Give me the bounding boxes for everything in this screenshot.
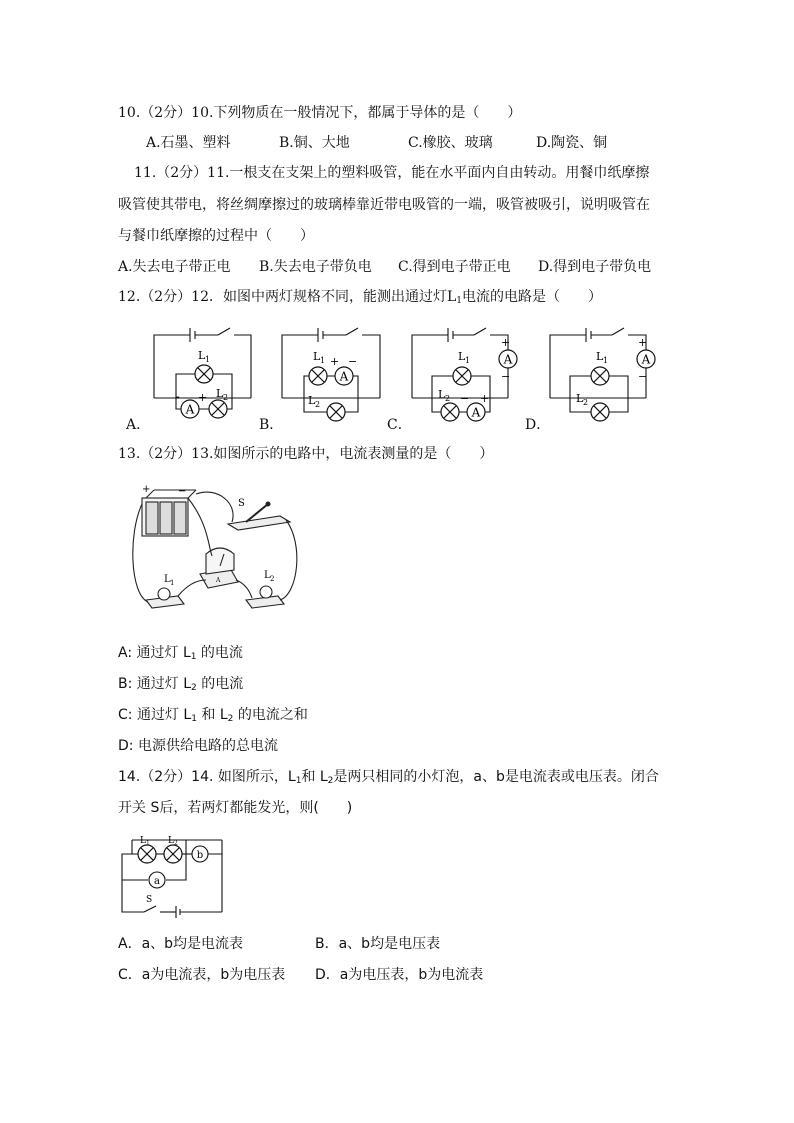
q13-option-c-mid: 和 L: [196, 707, 228, 723]
q10-option-c: C.橡胶、玻璃: [408, 135, 493, 151]
q11-stem-line2: 吸管使其带电，将丝绸摩擦过的玻璃棒靠近带电吸管的一端，吸管被吸引，说明吸管在: [118, 197, 650, 213]
q10-option-d: D.陶瓷、铜: [536, 135, 608, 151]
q12-stem: [118, 287, 602, 311]
q11-option-d: D.得到电子带负电: [538, 259, 652, 275]
q14-sub-2: 2: [327, 776, 334, 786]
q12-lamp-subscript: 1: [456, 296, 463, 306]
svg-text:L: L: [140, 836, 146, 846]
svg-text:+: +: [142, 484, 151, 495]
q11-option-a: A.失去电子带正电: [118, 259, 231, 275]
q11-stem-line3: 与餐巾纸摩擦的过程中（ ）: [118, 228, 314, 244]
q14-option-a: A．a、b均是电流表: [118, 936, 244, 952]
q14-stem-text: 14.（2分）14. 如图所示，L: [118, 769, 296, 785]
q12-label-a: A．: [126, 417, 151, 433]
q14-option-c: C．a为电流表，b为电压表: [118, 967, 286, 983]
svg-text:+: +: [330, 355, 340, 368]
q13-option-c-text: C: 通过灯 L: [118, 707, 192, 723]
svg-text:b: b: [196, 850, 204, 861]
svg-text:+: +: [638, 336, 648, 349]
svg-text:1: 1: [465, 356, 471, 365]
svg-text:1: 1: [205, 355, 211, 364]
svg-text:1: 1: [603, 356, 609, 365]
svg-text:2: 2: [445, 394, 451, 403]
svg-text:−: −: [178, 486, 187, 497]
q12-label-c: C．: [387, 417, 412, 433]
lamp-l1-icon: [146, 588, 184, 608]
q12-label-b: B．: [259, 417, 284, 433]
svg-text:1: 1: [170, 579, 175, 587]
svg-text:S: S: [146, 895, 153, 905]
q13-option-b: [118, 674, 243, 698]
q14-stem-line2: 开关 S后，若两灯都能发光，则( ): [118, 800, 353, 816]
svg-text:2: 2: [583, 398, 589, 407]
q13-option-c-tail: 的电流之和: [233, 707, 308, 723]
q13-option-b-sub: 2: [191, 683, 197, 693]
svg-text:L: L: [458, 350, 466, 363]
q14-option-b: B．a、b均是电压表: [315, 936, 441, 952]
svg-text:−: −: [638, 370, 648, 383]
svg-text:-: -: [176, 390, 180, 403]
svg-text:2: 2: [315, 400, 321, 409]
svg-text:L: L: [438, 388, 446, 401]
q13-option-a: [118, 643, 243, 667]
q13-option-a-tail: 的电流: [196, 645, 243, 661]
q10-stem: 10.（2分）10.下列物质在一般情况下，都属于导体的是（ ）: [118, 105, 522, 121]
q14-sub-1: 1: [295, 776, 302, 786]
q13-option-b-text: B: 通过灯 L: [118, 676, 192, 692]
q14-option-d: D．a为电压表，b为电流表: [315, 967, 484, 983]
svg-text:+: +: [480, 392, 490, 405]
svg-text:L: L: [596, 350, 604, 363]
q13-option-c-sub: 1: [191, 714, 197, 724]
q14-circuit-figure: [118, 832, 230, 918]
svg-text:L: L: [576, 392, 584, 405]
svg-text:2: 2: [174, 840, 178, 847]
svg-text:−: −: [501, 370, 511, 383]
svg-text:L: L: [168, 836, 174, 846]
q13-option-a-sub: 1: [190, 652, 197, 662]
svg-text:a: a: [154, 876, 160, 887]
q13-stem: 13.（2分）13.如图所示的电路中，电流表测量的是（ ）: [118, 446, 494, 462]
q13-option-b-tail: 的电流: [196, 676, 244, 692]
battery-icon: [142, 490, 196, 536]
svg-text:L: L: [313, 350, 321, 363]
svg-text:L: L: [164, 574, 171, 585]
q12-lamp-symbol: L: [447, 289, 457, 305]
q12-stem-text: 12.（2分）12．如图中两灯规格不同，能测出通过灯: [118, 289, 447, 305]
svg-text:1: 1: [320, 356, 326, 365]
q13-option-c: [118, 705, 308, 729]
q14-stem-tail: 是两只相同的小灯泡，a、b是电流表或电压表。闭合: [333, 769, 659, 785]
svg-text:L: L: [198, 349, 206, 362]
q13-circuit-picture: [128, 484, 300, 616]
svg-text:A: A: [216, 577, 221, 584]
q12-stem-tail: 电流的电路是（ ）: [462, 289, 603, 305]
svg-text:S: S: [238, 498, 245, 509]
q10-option-b: B.铜、大地: [279, 135, 350, 151]
q12-circuit-b: [282, 328, 380, 412]
q13-option-a-text: A: 通过灯 L: [118, 645, 191, 661]
q11-stem-line1: 11.（2分）11.一根支在支架上的塑料吸管，能在水平面内自由转动。用餐巾纸摩擦: [134, 165, 650, 181]
q10-option-a: A.石墨、塑料: [146, 135, 231, 151]
q13-option-d: [118, 736, 278, 756]
svg-text:−: −: [460, 392, 470, 405]
svg-text:−: −: [348, 355, 358, 368]
svg-text:L: L: [216, 387, 224, 400]
q13-option-c-sub2: 2: [227, 714, 234, 724]
svg-text:1: 1: [146, 840, 150, 847]
q11-option-b: B.失去电子带负电: [259, 259, 372, 275]
q13-option-d-text: D: 电源供给电路的总电流: [118, 738, 278, 754]
svg-text:2: 2: [270, 575, 275, 583]
q14-stem-mid: 和 L: [301, 769, 328, 785]
svg-text:L: L: [264, 570, 271, 581]
svg-text:+: +: [501, 336, 511, 349]
svg-text:L: L: [308, 394, 316, 407]
q12-circuit-figures: A L 1 L 2 - + L 1 + − L 2 L 1 L 2 − + +− L 1 L 2 +−: [118, 322, 678, 437]
svg-text:+: +: [198, 391, 208, 404]
q12-label-d: D．: [525, 417, 551, 433]
q11-option-c: C.得到电子带正电: [398, 259, 511, 275]
q14-stem-line1: [118, 767, 659, 791]
svg-text:2: 2: [223, 393, 229, 402]
